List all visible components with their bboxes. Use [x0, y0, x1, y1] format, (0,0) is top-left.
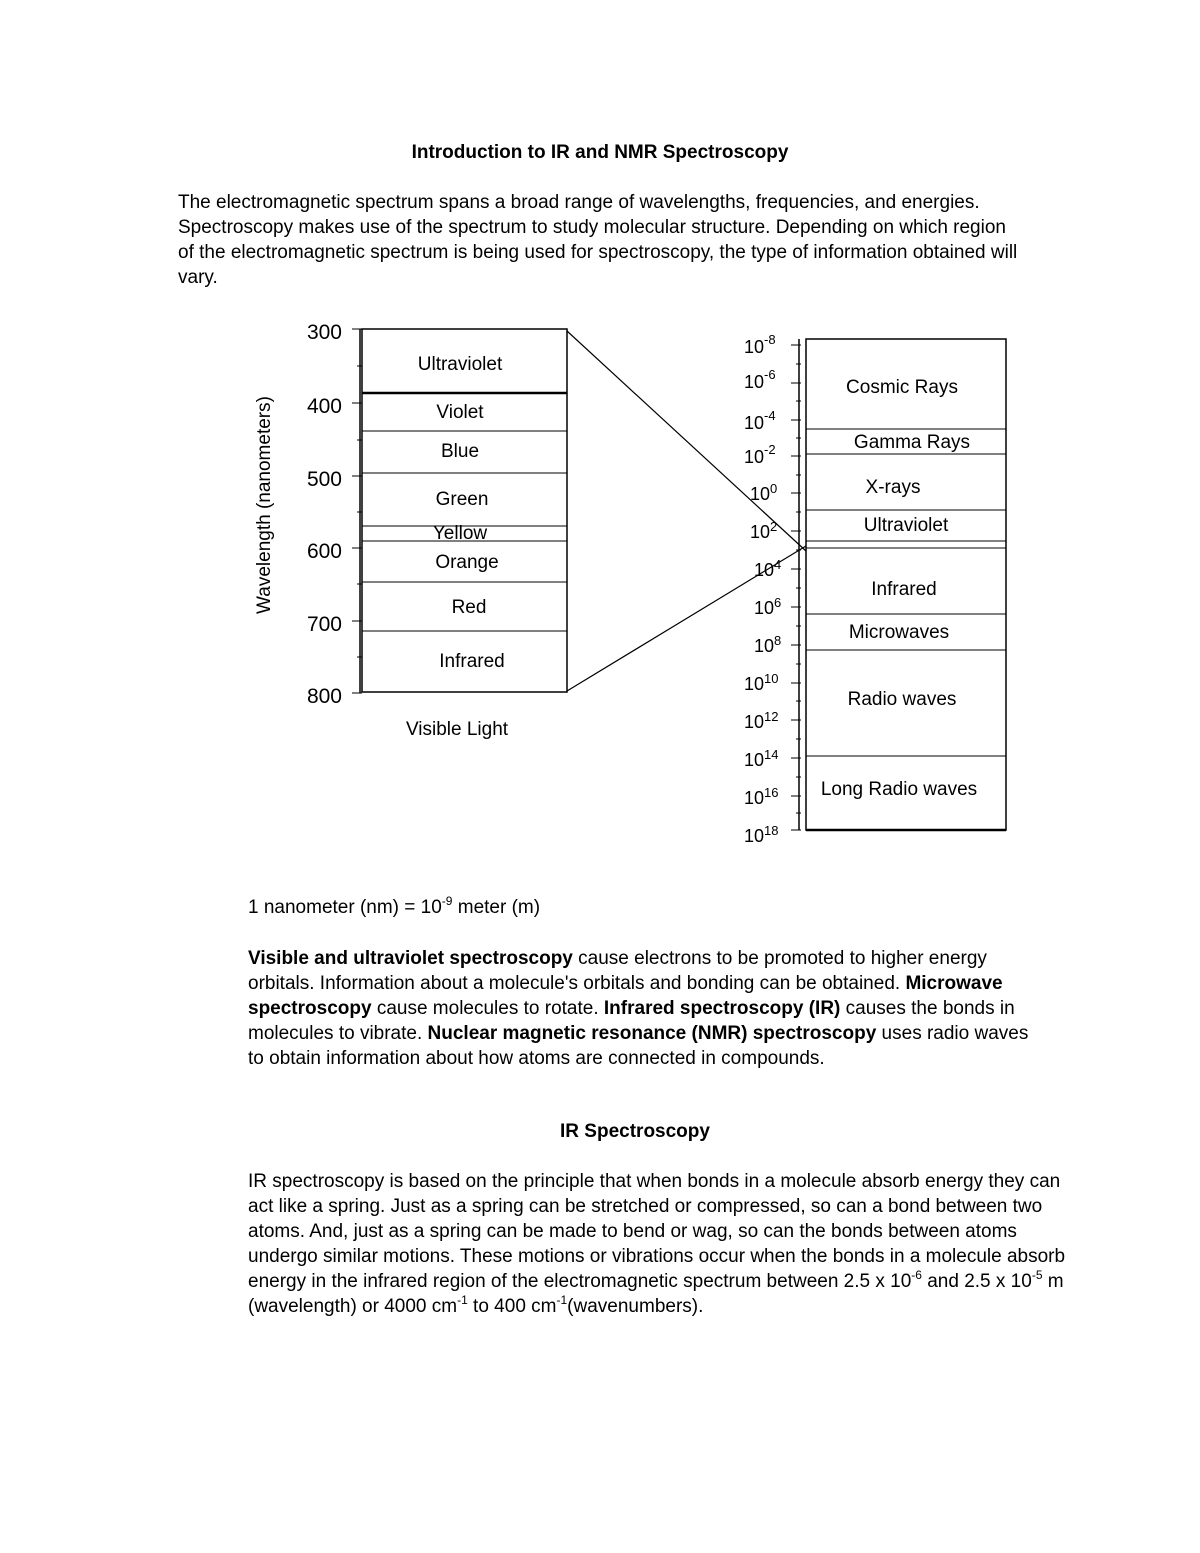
- em-tick-label: $10^2$: [750, 519, 778, 542]
- spectroscopy-paragraph: Visible and ultraviolet spectroscopy cause electrons to be promoted to higher energy orbitals. Information about a molecule's orbitals and bonding can be obtained. Microwave spectroscopy cause molecules to rotate. Infrared spectroscopy (IR) causes the bonds in molecules to vibrate. Nuclear magnetic resonance (NMR) spectroscopy uses radio waves to obtain information about how atoms are connected in compounds.: [248, 948, 1029, 1069]
- connector-top: [567, 331, 806, 551]
- em-band-infrared: Infrared: [871, 579, 937, 600]
- band-infrared: Infrared: [439, 651, 505, 672]
- ir-paragraph: IR spectroscopy is based on the principle that when bonds in a molecule absorb energy they can act like a spring. Just as a spring can be stretched or compressed, so can a bond between two atoms. And, just as a spring can be made to bend or wag, so can the bonds between atoms undergo similar motions. These motions or vibrations occur when the bonds in a molecule absorb energy in the infrared region of the electromagnetic spectrum between 2.5 x $10^{-6}$ and 2.5 x $10^{-5}$ m (wavelength) or 4000 $cm^{-1}$ to 400 $cm^{-1}(wavenumbers)$.: [248, 1171, 1066, 1317]
- band-blue: Blue: [440, 441, 480, 462]
- visible-tick-label: 600: [306, 540, 342, 563]
- visible-column: [362, 329, 567, 692]
- em-band-x-rays: X-rays: [865, 477, 921, 498]
- visible-tick-label: 700: [306, 613, 342, 636]
- visible-tick-label: 800: [306, 685, 342, 708]
- em-band-ultraviolet: Ultraviolet: [863, 515, 949, 536]
- page-title: Introduction to IR and NMR Spectroscopy: [411, 142, 789, 163]
- em-band-long-radio-waves: Long Radio waves: [820, 779, 978, 800]
- band-green: Green: [435, 489, 489, 510]
- em-tick-label: $10^{14}$: [744, 747, 779, 770]
- em-tick-label: $10^{10}$: [744, 671, 779, 694]
- band-violet: Violet: [436, 402, 484, 423]
- intro-paragraph: The electromagnetic spectrum spans a broad range of wavelengths, frequencies, and energies. Spectroscopy makes use of the spectrum to study molecular structure. Depending on which region of the electromagnetic spectrum is being used for spectroscopy, the type of information obtained will vary.: [178, 192, 1018, 288]
- band-yellow: Yellow: [432, 523, 488, 544]
- em-band-microwaves: Microwaves: [848, 622, 950, 643]
- em-tick-label: $10^0$: [750, 481, 778, 504]
- band-orange: Orange: [435, 552, 499, 573]
- band-ultraviolet: Ultraviolet: [417, 354, 503, 375]
- em-band-radio-waves: Radio waves: [847, 689, 957, 710]
- em-tick-label: $10^{16}$: [744, 785, 779, 808]
- visible-light-caption: Visible Light: [405, 719, 509, 740]
- em-tick-label: $10^{-8}$: [744, 332, 776, 357]
- ir-heading: IR Spectroscopy: [560, 1121, 710, 1142]
- visible-tick-label: 400: [306, 395, 342, 418]
- nanometer-note: 1 nanometer $(nm) = 10^{-9}$ meter (m): [248, 894, 541, 918]
- y-axis-label: Wavelength (nanometers): [254, 396, 275, 614]
- em-tick-label: $10^4$: [754, 557, 782, 580]
- em-tick-label: $10^{12}$: [744, 709, 779, 732]
- em-tick-label: $10^{18}$: [744, 823, 779, 846]
- em-tick-label: $10^8$: [754, 633, 782, 656]
- em-tick-label: $10^6$: [754, 595, 782, 618]
- visible-tick-label: 300: [306, 321, 342, 344]
- em-tick-label: $10^{-6}$: [744, 367, 776, 392]
- em-band-cosmic-rays: Cosmic Rays: [846, 377, 958, 398]
- visible-tick-label: 500: [306, 468, 342, 491]
- em-band-gamma-rays: Gamma Rays: [853, 432, 971, 453]
- band-red: Red: [451, 597, 487, 618]
- em-tick-label: $10^{-4}$: [744, 408, 776, 433]
- em-tick-label: $10^{-2}$: [744, 442, 776, 467]
